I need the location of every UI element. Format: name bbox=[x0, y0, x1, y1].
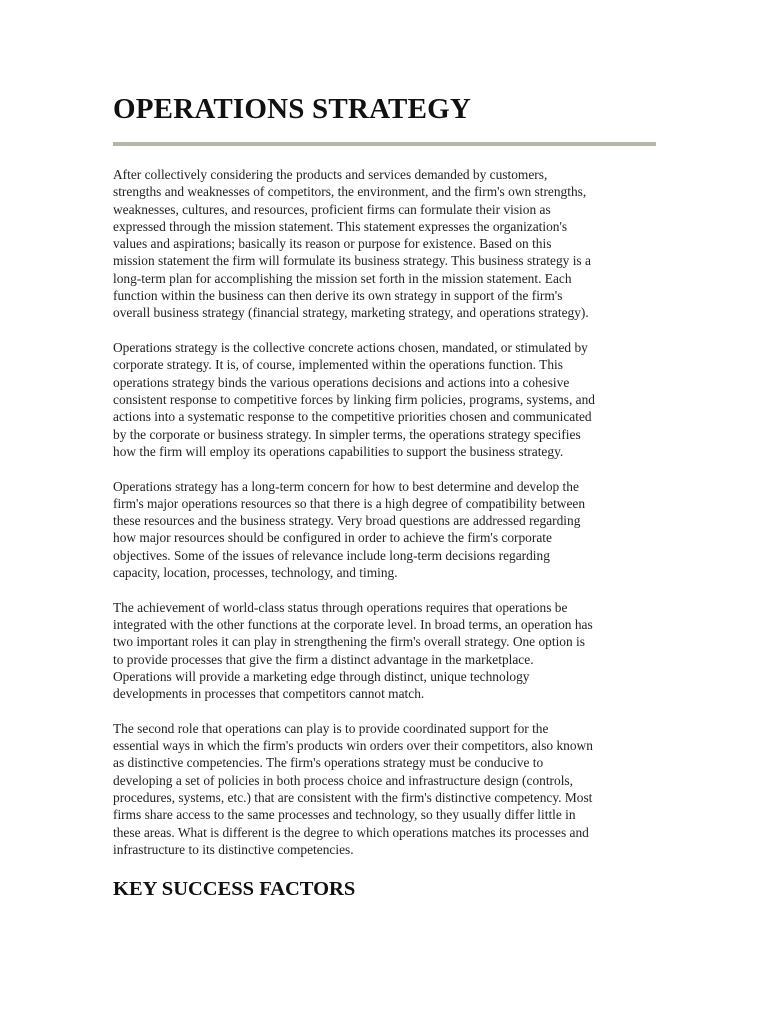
section-heading-key-success-factors: KEY SUCCESS FACTORS bbox=[113, 878, 356, 900]
text-line: infrastructure to its distinctive competencies. bbox=[113, 841, 354, 857]
text-line: function within the business can then derive its own strategy in support of the firm's bbox=[113, 288, 563, 304]
text-line: by the corporate or business strategy. In simpler terms, the operations strategy specifies bbox=[113, 426, 581, 442]
text-line: Operations will provide a marketing edge through distinct, unique technology bbox=[113, 668, 530, 684]
text-line: weaknesses, cultures, and resources, proficient firms can formulate their vision as bbox=[113, 201, 551, 217]
paragraph-definition bbox=[113, 339, 658, 460]
text-line: consistent response to competitive forces by linking firm policies, programs, systems, and bbox=[113, 391, 595, 407]
text-line: objectives. Some of the issues of relevance include long-term decisions regarding bbox=[113, 547, 550, 563]
page-title: OPERATIONS STRATEGY bbox=[113, 93, 472, 125]
text-line: developing a set of policies in both process choice and infrastructure design (controls, bbox=[113, 772, 573, 788]
text-line: corporate strategy. It is, of course, implemented within the operations function. This bbox=[113, 357, 563, 373]
paragraph-intro bbox=[113, 166, 658, 322]
text-line: developments in processes that competitors cannot match. bbox=[113, 686, 425, 702]
text-line: capacity, location, processes, technology, and timing. bbox=[113, 565, 398, 581]
text-line: as distinctive competencies. The firm's operations strategy must be conducive to bbox=[113, 755, 544, 771]
text-line: actions into a systematic response to the competitive priorities chosen and communicated bbox=[113, 409, 592, 425]
text-line: these areas. What is different is the degree to which operations matches its processes and bbox=[113, 824, 589, 840]
paragraph-world-class bbox=[113, 599, 658, 703]
text-line: expressed through the mission statement. This statement expresses the organization's bbox=[113, 218, 568, 234]
paragraph-long-term-concern bbox=[113, 478, 658, 582]
text-line: operations strategy binds the various operations decisions and actions into a cohesive bbox=[113, 374, 570, 390]
text-line: essential ways in which the firm's products win orders over their competitors, also known bbox=[113, 738, 593, 754]
body-text bbox=[113, 166, 658, 876]
text-line: The achievement of world-class status through operations requires that operations be bbox=[113, 599, 568, 615]
title-divider bbox=[113, 142, 656, 146]
text-line: how major resources should be configured in order to achieve the firm's corporate bbox=[113, 530, 552, 546]
text-line: integrated with the other functions at the corporate level. In broad terms, an operation has bbox=[113, 617, 593, 632]
text-line: firm's major operations resources so that there is a high degree of compatibility between bbox=[113, 495, 586, 511]
text-line: long-term plan for accomplishing the mission set forth in the mission statement. Each bbox=[113, 270, 572, 286]
text-line: procedures, systems, etc.) that are consistent with the firm's distinctive competency. Most bbox=[113, 790, 593, 806]
text-line: strengths and weaknesses of competitors, the environment, and the firm's own strengths, bbox=[113, 184, 587, 200]
text-line: mission statement the firm will formulate its business strategy. This business strategy is a bbox=[113, 253, 591, 269]
text-line: two important roles it can play in strengthening the firm's overall strategy. One option is bbox=[113, 634, 585, 650]
text-line: firms share access to the same processes and technology, so they usually differ little in bbox=[113, 807, 576, 823]
text-line: After collectively considering the products and services demanded by customers, bbox=[113, 167, 548, 182]
text-line: The second role that operations can play is to provide coordinated support for the bbox=[113, 720, 549, 736]
text-line: values and aspirations; basically its reason or purpose for existence. Based on this bbox=[113, 236, 552, 252]
paragraph-second-role bbox=[113, 720, 658, 858]
text-line: Operations strategy has a long-term concern for how to best determine and develop the bbox=[113, 478, 579, 494]
text-line: these resources and the business strategy. Very broad questions are addressed regarding bbox=[113, 513, 581, 529]
text-line: how the firm will employ its operations capabilities to support the business strategy. bbox=[113, 443, 564, 459]
text-line: overall business strategy (financial strategy, marketing strategy, and operations strategy). bbox=[113, 305, 589, 321]
text-line: Operations strategy is the collective concrete actions chosen, mandated, or stimulated by bbox=[113, 340, 588, 356]
text-line: to provide processes that give the firm a distinct advantage in the marketplace. bbox=[113, 651, 534, 667]
